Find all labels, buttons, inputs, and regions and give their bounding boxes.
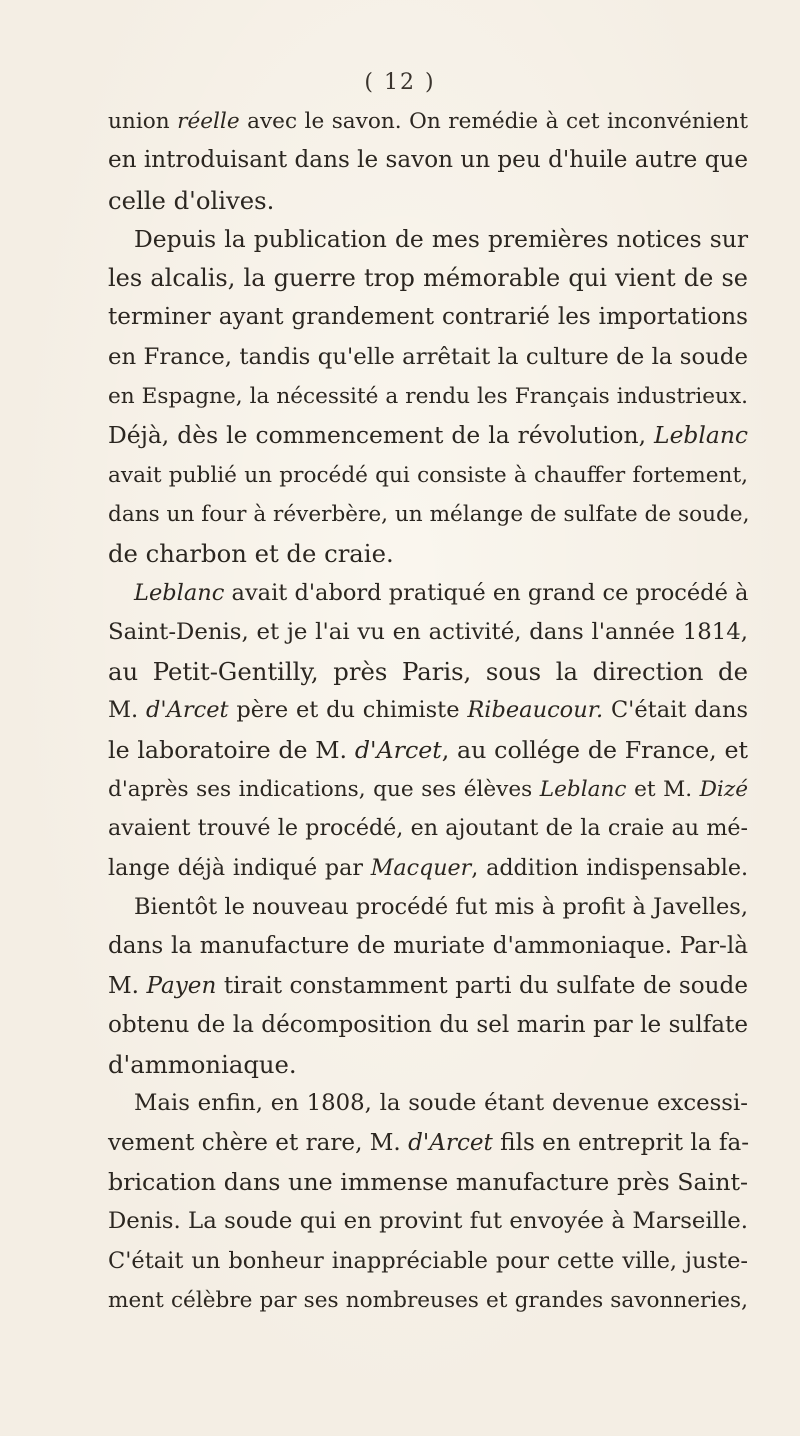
text-segment: père et du chimiste — [228, 697, 468, 724]
text-line — [108, 1124, 748, 1163]
text-line — [108, 613, 748, 652]
text-line — [108, 1084, 748, 1123]
text-line — [108, 298, 748, 337]
text-segment: avec le savon. On remédie à cet inconvénient — [239, 109, 748, 134]
text-segment: Mais enfin, en 1808, la soude étant devenue excessi- — [134, 1090, 748, 1117]
text-segment: Saint-Denis, et je l'ai vu en activité, dans l'année 1814, — [108, 618, 748, 645]
text-segment: terminer ayant grandement contrarié les importations — [108, 304, 748, 331]
text-line — [108, 141, 748, 180]
text-segment: avaient trouvé le procédé, en ajoutant de la craie au mé- — [108, 815, 748, 842]
text-segment: union — [108, 109, 178, 134]
text-segment: en France, tandis qu'elle arrêtait la culture de la soude — [108, 343, 748, 370]
text-segment: M. — [108, 972, 147, 999]
text-line — [108, 888, 748, 927]
text-segment: en Espagne, la nécessité a rendu les Français industrieux. — [108, 384, 748, 410]
text-line — [108, 652, 748, 691]
text-line — [108, 691, 748, 730]
text-segment: les alcalis, la guerre trop mémorable qui vient de se — [108, 264, 748, 293]
text-line — [108, 849, 748, 888]
text-line — [108, 731, 748, 770]
italic-text: Dizé — [699, 777, 748, 803]
italic-text: Leblanc — [539, 777, 627, 803]
text-segment: Déjà, dès le commencement de la révolution, — [108, 421, 655, 450]
text-line — [108, 495, 748, 534]
text-segment: C'était dans — [603, 697, 749, 724]
text-segment: avait d'abord pratiqué en grand ce procédé à — [224, 579, 749, 606]
text-segment: vement chère et rare, M. — [108, 1129, 409, 1156]
text-segment: celle d'olives. — [108, 185, 275, 215]
text-line — [108, 1163, 748, 1202]
text-line — [108, 1281, 748, 1320]
text-line — [108, 102, 748, 141]
text-segment: Denis. La soude qui en provint fut envoyée à Marseille. — [108, 1208, 748, 1235]
italic-text: d'Arcet — [354, 735, 442, 764]
text-segment: , au collége de France, et — [441, 735, 748, 764]
text-line — [108, 1045, 748, 1084]
italic-text: Leblanc — [654, 421, 748, 450]
text-segment: M. — [108, 697, 146, 724]
text-segment: au Petit-Gentilly, près Paris, sous la direction de — [108, 657, 748, 687]
text-segment: fils en entreprit la fa- — [492, 1129, 750, 1156]
italic-text: Payen — [146, 972, 217, 999]
text-line — [108, 770, 748, 809]
text-segment: dans un four à réverbère, un mélange de sulfate de soude, — [108, 501, 750, 527]
text-line — [108, 181, 748, 220]
text-segment: tirait constamment parti du sulfate de soude — [216, 972, 748, 999]
text-segment: d'ammoniaque. — [108, 1050, 297, 1080]
text-line — [108, 1006, 748, 1045]
text-segment: Depuis la publication de mes premières notices sur — [134, 224, 748, 253]
text-segment: de charbon et de craie. — [108, 539, 394, 569]
text-segment: le laboratoire de M. — [108, 735, 355, 764]
text-line — [108, 377, 748, 416]
text-line — [108, 416, 748, 455]
italic-text: d'Arcet — [408, 1129, 493, 1156]
text-line — [108, 534, 748, 573]
text-segment: et M. — [626, 777, 700, 803]
text-segment: d'après ses indications, que ses élèves — [108, 777, 540, 803]
text-line — [108, 927, 748, 966]
text-segment: avait publié un procédé qui consiste à chauffer fortement, — [108, 462, 748, 488]
text-segment: , addition indispensable. — [471, 854, 749, 881]
body-text — [108, 102, 748, 1320]
italic-text: Macquer — [370, 854, 472, 881]
page-number: ( 12 ) — [364, 70, 436, 95]
text-segment: en introduisant dans le savon un peu d'huile autre que — [108, 147, 749, 174]
text-segment: C'était un bonheur inappréciable pour cette ville, juste- — [108, 1247, 748, 1274]
text-line — [108, 1242, 748, 1281]
text-segment: ment célèbre par ses nombreuses et grandes savonneries, — [108, 1287, 748, 1313]
text-line — [108, 338, 748, 377]
text-line — [108, 1202, 748, 1241]
italic-text: d'Arcet — [146, 697, 229, 724]
text-line — [108, 809, 748, 848]
text-line — [108, 259, 748, 298]
text-segment: lange déjà indiqué par — [108, 854, 371, 881]
text-line — [108, 456, 748, 495]
italic-text: réelle — [177, 109, 240, 134]
text-segment: brication dans une immense manufacture près Saint- — [108, 1168, 748, 1197]
text-line — [108, 220, 748, 259]
text-segment: dans la manufacture de muriate d'ammoniaque. Par-là — [108, 933, 748, 960]
text-segment: obtenu de la décomposition du sel marin par le sulfate — [108, 1011, 748, 1038]
italic-text: Ribeaucour. — [467, 697, 604, 724]
text-segment: Bientôt le nouveau procédé fut mis à profit à Javelles, — [134, 893, 748, 920]
text-line — [108, 967, 748, 1006]
italic-text: Leblanc — [134, 579, 225, 606]
text-line — [108, 574, 748, 613]
